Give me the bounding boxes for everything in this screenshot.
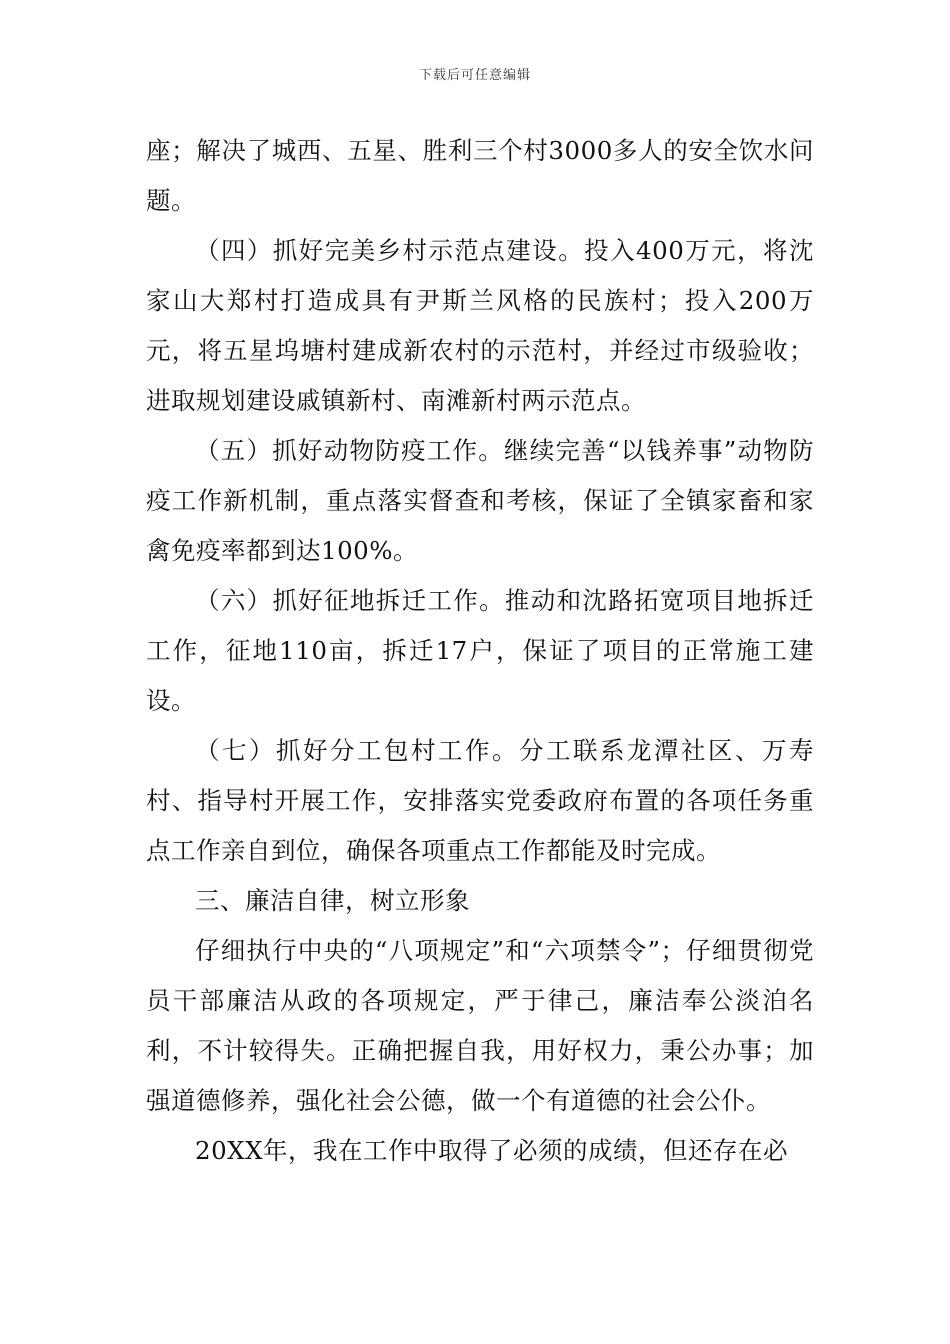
section-heading-integrity: 三、廉洁自律，树立形象	[195, 886, 470, 915]
paragraph-water-supply-end: 座；解决了城西、五星、胜利三个村3000多人的安全饮水问题。	[146, 136, 814, 215]
paragraph-land-demolition: （六）抓好征地拆迁工作。推动和沈路拓宽项目地拆迁工作，征地110亩，拆迁17户，保证了项目的正常施工建设。	[146, 586, 814, 715]
page-header: 下载后可任意编辑	[418, 68, 531, 83]
paragraph-model-village: （四）抓好完美乡村示范点建设。投入400万元，将沈家山大郑村打造成具有尹斯兰风格的民族村；投入200万元，将五星坞塘村建成新农村的示范村，并经过市级验收；进取规划建设戚镇新村、南滩新村两示范点。	[146, 236, 814, 415]
paragraph-summary: 20XX年，我在工作中取得了必须的成绩，但还存在必	[195, 1136, 789, 1165]
paragraph-village-contact: （七）抓好分工包村工作。分工联系龙潭社区、万寿村、指导村开展工作，安排落实党委政府布置的各项任务重点工作亲自到位，确保各项重点工作都能及时完成。	[146, 736, 814, 865]
paragraph-animal-epidemic: （五）抓好动物防疫工作。继续完善“以钱养事”动物防疫工作新机制，重点落实督查和考核，保证了全镇家畜和家禽免疫率都到达100%。	[146, 436, 814, 565]
paragraph-integrity: 仔细执行中央的“八项规定”和“六项禁令”；仔细贯彻党员干部廉洁从政的各项规定，严于律己，廉洁奉公淡泊名利，不计较得失。正确把握自我，用好权力，秉公办事；加强道德修养，强化社会公德，做一个有道德的社会公仆。	[146, 936, 814, 1115]
document-body	[146, 126, 814, 1176]
